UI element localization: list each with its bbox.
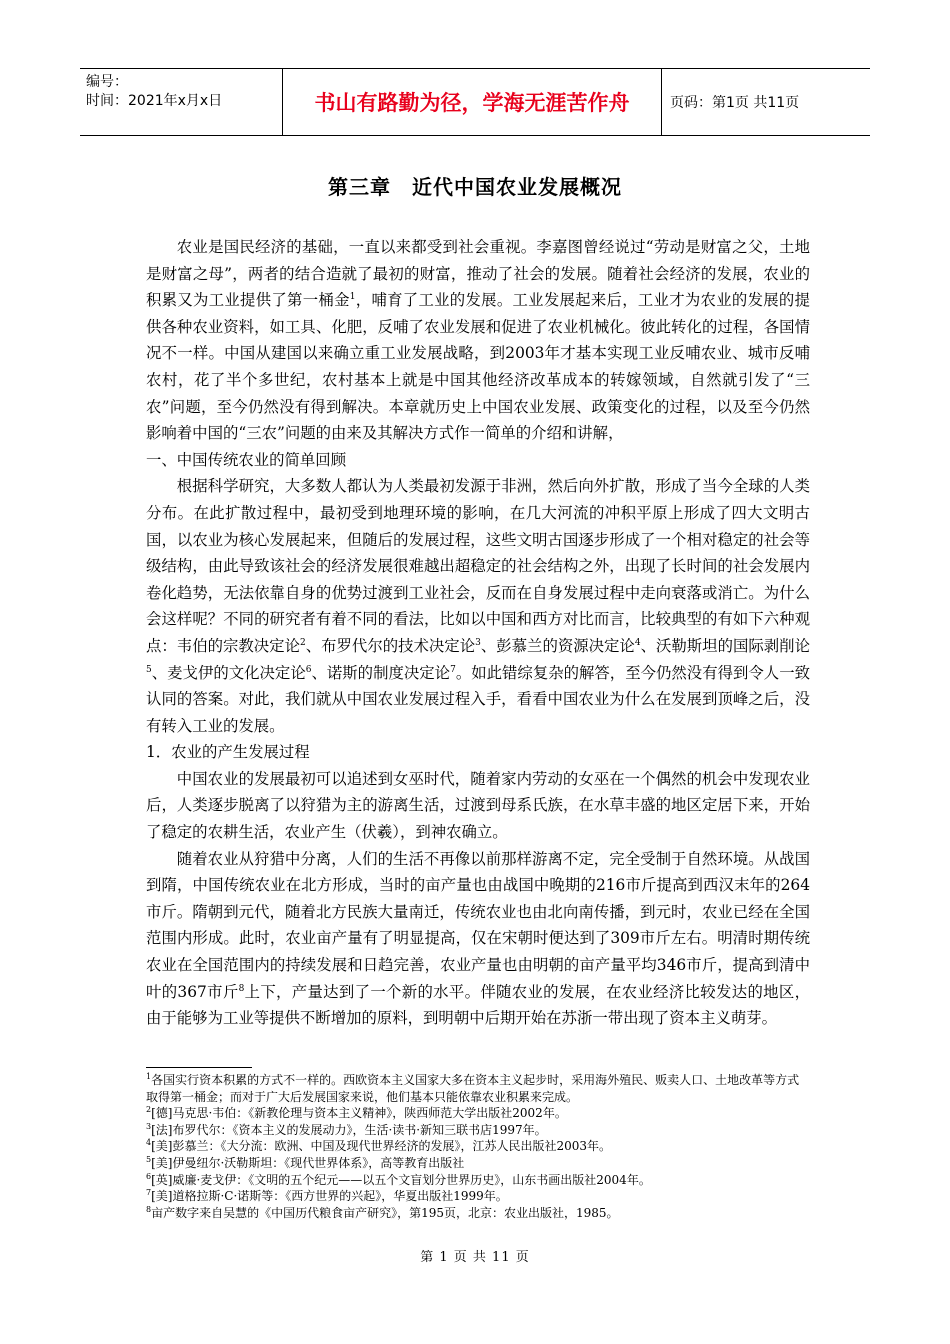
intro-text-b: ，哺育了工业的发展。工业发展起来后，工业才为农业的发展的提供各种农业资料，如工具、化肥，反哺了农业发展和促进了农业机械化。彼此转化的过程，各国情况不一样。中国从建国以来确立重工业发展战略，到2003年才基本实现工业反哺农业、城市反哺农村，花了半个多世纪，农村基本上就是中国其他经济改革成本的转嫁领域，自然就引发了“三农”问题，至今仍然没有得到解决。本章就历史上中国农业发展、政策变化的过程，以及至今仍然影响着中国的“三农”问题的由来及其解决方式作一简单的介绍和讲解，: [146, 291, 810, 443]
header-number-label: 编号：: [86, 74, 128, 90]
footnote-text: [英]威廉·麦戈伊：《文明的五个纪元——以五个文盲划分世界历史》，山东书画出版社2004年。: [151, 1172, 651, 1187]
footnote-number: 5: [146, 1154, 152, 1164]
section1-text-a: 根据科学研究，大多数人都认为人类最初发源于非洲，然后向外扩散，形成了当今全球的人类分布。在此扩散过程中，最初受到地理环境的影响，在几大河流的冲积平原上形成了四大文明古国，以农业为核心发展起来，但随后的发展过程，这些文明古国逐步形成了一个相对稳定的社会等级结构，由此导致该社会的经济发展很难越出超稳定的社会结构之外，出现了长时间的社会发展内卷化趋势，无法依靠自身的优势过渡到工业社会，反而在自身发展过程中走向衰落或消亡。为什么会这样呢？不同的研究者有着不同的看法，比如以中国和西方对比而言，比较典型的有如下六种观点：韦伯的宗教决定论: [146, 477, 810, 655]
footnotes: [146, 1072, 810, 1221]
footnote-item: [146, 1105, 810, 1122]
footnote-ref-2[interactable]: 2: [299, 637, 306, 648]
header-motto: 书山有路勤为径，学海无涯苦作舟: [282, 69, 662, 135]
section1-text-f: 、诺斯的制度决定论: [311, 663, 451, 682]
footnote-text: [美]道格拉斯·C·诺斯等：《西方世界的兴起》，华夏出版社1999年。: [151, 1189, 508, 1204]
footnote-ref-4[interactable]: 4: [634, 637, 641, 648]
section1-text-e: 、麦戈伊的文化决定论: [151, 663, 306, 682]
footnote-number: 7: [146, 1188, 152, 1198]
footnote-number: 6: [146, 1171, 152, 1181]
footnote-ref-8[interactable]: 8: [238, 983, 245, 994]
footnote-text: [美]彭慕兰：《大分流：欧洲、中国及现代世界经济的发展》，江苏人民出版社2003年。: [151, 1139, 611, 1154]
footnote-text: [美]伊曼纽尔·沃勒斯坦：《现代世界体系》，高等教育出版社: [151, 1155, 465, 1170]
chapter-title: 第三章 近代中国农业发展概况: [328, 175, 622, 199]
footnote-ref-7[interactable]: 7: [450, 664, 456, 675]
footnote-number: 8: [146, 1204, 152, 1214]
footnote-item: [146, 1188, 810, 1205]
subsection1-heading: 1．农业的产生发展过程: [146, 743, 310, 762]
footnote-ref-3[interactable]: 3: [475, 637, 481, 648]
footnote-text: 亩产数字来自吴慧的《中国历代粮食亩产研究》，第195页，北京：农业出版社，1985。: [151, 1205, 619, 1220]
sub1-p2-text-a: 随着农业从狩猎中分离，人们的生活不再像以前那样游离不定，完全受制于自然环境。从战国到隋，中国传统农业在北方形成，当时的亩产量也由战国中晚期的216市斤提高到西汉末年的264市斤。隋朝到元代，随着北方民族大量南迁，传统农业也由北向南传播，到元时，农业已经在全国范围内形成。此时，农业亩产量有了明显提高，仅在宋朝时便达到了309市斤左右。明清时期传统农业在全国范围内的持续发展和日趋完善，农业产量也由明朝的亩产量平均346市斤，提高到清中叶的367市斤: [146, 849, 810, 1001]
section1-heading: 一、中国传统农业的简单回顾: [146, 450, 347, 469]
header-meta: [80, 69, 280, 135]
footnote-item: [146, 1138, 810, 1155]
footnote-item: [146, 1172, 810, 1189]
footnote-item: [146, 1072, 810, 1105]
footnote-number: 3: [146, 1121, 152, 1131]
footnote-item: [146, 1205, 810, 1222]
section1-text-b: 、布罗代尔的技术决定论: [305, 636, 476, 655]
footnote-item: [146, 1122, 810, 1139]
section1-text-c: 、彭慕兰的资源决定论: [480, 636, 635, 655]
body-text: [146, 234, 810, 1032]
footnote-ref-6[interactable]: 6: [305, 664, 312, 675]
header-page-info: 页码：第1页 共11页: [670, 95, 800, 111]
footnote-number: 4: [146, 1138, 152, 1148]
footnote-item: [146, 1155, 810, 1172]
sub1-p2-text-b: 上下，产量达到了一个新的水平。伴随农业的发展，在农业经济比较发达的地区，由于能够为工业等提供不断增加的原料，到明朝中后期开始在苏浙一带出现了资本主义萌芽。: [146, 982, 810, 1028]
intro-paragraph: [146, 234, 810, 447]
subsection1-paragraph-2: [146, 846, 810, 1032]
footnote-number: 1: [146, 1072, 152, 1081]
footnote-text: [法]布罗代尔：《资本主义的发展动力》，生活·读书·新知三联书店1997年。: [151, 1122, 547, 1137]
header-time-label: 时间：2021年x月x日: [86, 93, 223, 109]
footnote-number: 2: [146, 1105, 152, 1115]
footnote-ref-1[interactable]: 1: [349, 292, 356, 303]
subsection1-paragraph-1: 中国农业的发展最初可以追述到女巫时代，随着家内劳动的女巫在一个偶然的机会中发现农业后，人类逐步脱离了以狩猎为主的游离生活，过渡到母系氏族，在水草丰盛的地区定居下来，开始了稳定的农耕生活，农业产生（伏羲），到神农确立。: [146, 769, 810, 842]
section1-text-d: 、沃勒斯坦的国际剥削论: [640, 636, 810, 655]
page-header: [80, 68, 870, 136]
footnote-ref-5[interactable]: 5: [146, 664, 152, 675]
section1-text-g: 。如此错综复杂的解答，至今仍然没有得到令人一致认同的答案。对此，我们就从中国农业发展过程入手，看看中国农业为什么在发展到顶峰之后，没有转入工业的发展。: [146, 663, 810, 735]
section1-paragraph: [146, 473, 810, 739]
footnote-text: [德]马克思·韦伯：《新教伦理与资本主义精神》，陕西师范大学出版社2002年。: [151, 1106, 567, 1121]
page-footer: 第 1 页 共 11 页: [420, 1250, 530, 1265]
footnote-divider: [146, 1067, 252, 1068]
intro-text-a: 农业是国民经济的基础，一直以来都受到社会重视。李嘉图曾经说过“劳动是财富之父，土地是财富之母”，两者的结合造就了最初的财富，推动了社会的发展。随着社会经济的发展，农业的积累又为工业提供了第一桶金: [146, 238, 810, 310]
footnote-text: 各国实行资本积累的方式不一样的。西欧资本主义国家大多在资本主义起步时，采用海外殖民、贩卖人口、土地改革等方式取得第一桶金；而对于广大后发展国家来说，他们基本只能依靠农业积累来完成。: [146, 1073, 800, 1104]
